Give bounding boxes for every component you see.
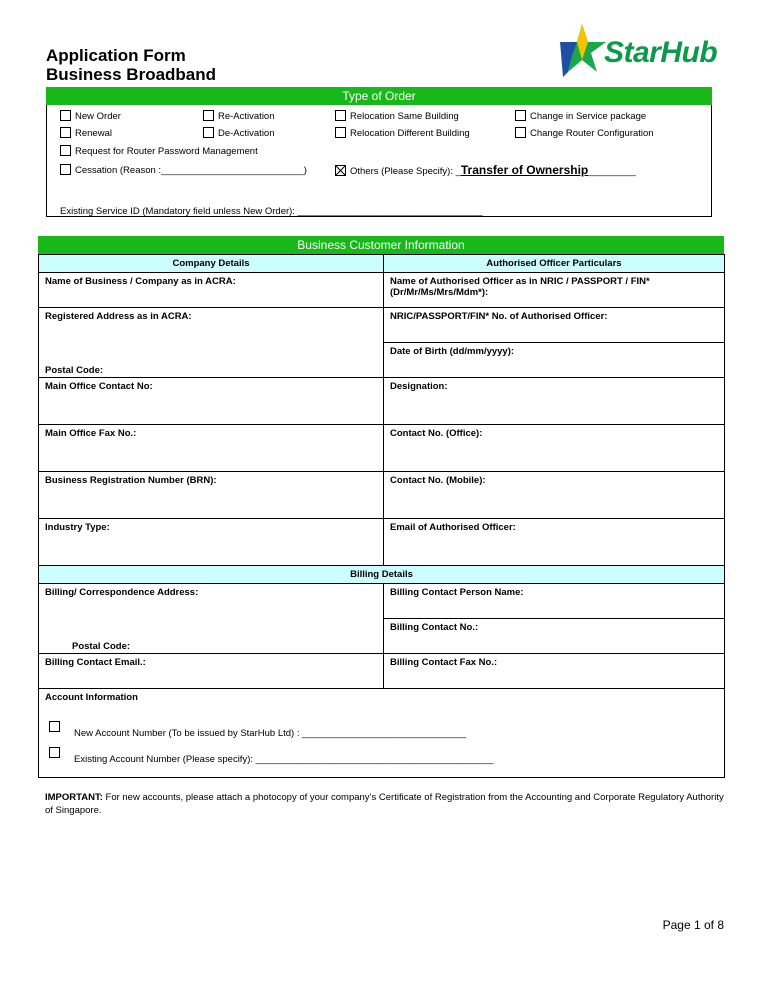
star-icon xyxy=(560,22,610,82)
checkbox[interactable] xyxy=(60,164,71,175)
checkbox[interactable] xyxy=(335,110,346,121)
checkbox[interactable] xyxy=(49,747,60,758)
checkbox[interactable] xyxy=(49,721,60,732)
postal-code-label: Postal Code: xyxy=(45,365,104,376)
opt-router-password[interactable]: Request for Router Password Management xyxy=(60,145,258,158)
account-information-section xyxy=(39,689,725,778)
logo-text: StarHub xyxy=(604,36,718,69)
nric-field[interactable]: NRIC/PASSPORT/FIN* No. of Authorised Officer: xyxy=(384,308,725,343)
billing-contact-person-field[interactable]: Billing Contact Person Name: xyxy=(384,584,725,619)
opt-change-router[interactable]: Change Router Configuration xyxy=(515,127,654,140)
company-details-header: Company Details xyxy=(39,255,384,273)
opt-others[interactable]: Others (Please Specify): _Transfer of Ownership_________ xyxy=(335,164,636,178)
business-info-table xyxy=(38,254,725,778)
type-of-order-heading: Type of Order xyxy=(46,87,712,105)
contact-mobile-field[interactable]: Contact No. (Mobile): xyxy=(384,472,725,519)
billing-postal-code-label: Postal Code: xyxy=(72,641,131,652)
opt-relocation-different[interactable]: Relocation Different Building xyxy=(335,127,470,140)
billing-email-field[interactable]: Billing Contact Email.: xyxy=(39,654,384,689)
opt-cessation[interactable]: Cessation (Reason :___________________________) xyxy=(60,164,307,177)
opt-change-service[interactable]: Change in Service package xyxy=(515,110,646,123)
name-of-business-field[interactable]: Name of Business / Company as in ACRA: xyxy=(39,273,384,308)
opt-re-activation[interactable]: Re-Activation xyxy=(203,110,275,123)
designation-field[interactable]: Designation: xyxy=(384,378,725,425)
billing-contact-no-field[interactable]: Billing Contact No.: xyxy=(384,619,725,654)
checkbox[interactable] xyxy=(515,127,526,138)
opt-existing-account[interactable]: Existing Account Number (Please specify): _____________________________________________ xyxy=(49,747,493,766)
brn-field[interactable]: Business Registration Number (BRN): xyxy=(39,472,384,519)
page-title xyxy=(46,46,216,84)
checkbox[interactable] xyxy=(60,110,71,121)
checkbox[interactable] xyxy=(515,110,526,121)
opt-relocation-same[interactable]: Relocation Same Building xyxy=(335,110,459,123)
main-office-contact-field[interactable]: Main Office Contact No: xyxy=(39,378,384,425)
contact-office-field[interactable]: Contact No. (Office): xyxy=(384,425,725,472)
email-officer-field[interactable]: Email of Authorised Officer: xyxy=(384,519,725,566)
important-note xyxy=(45,791,725,817)
officer-particulars-header: Authorised Officer Particulars xyxy=(384,255,725,273)
title-line-1: Application Form xyxy=(46,46,186,65)
checkbox[interactable] xyxy=(203,127,214,138)
existing-service-id[interactable]: Existing Service ID (Mandatory field unless New Order): ___________________________________ xyxy=(60,206,483,217)
checkbox[interactable] xyxy=(60,145,71,156)
industry-type-field[interactable]: Industry Type: xyxy=(39,519,384,566)
checkbox[interactable] xyxy=(335,127,346,138)
billing-fax-field[interactable]: Billing Contact Fax No.: xyxy=(384,654,725,689)
important-label: IMPORTANT: xyxy=(45,792,103,803)
opt-new-order[interactable]: New Order xyxy=(60,110,121,123)
account-info-heading: Account Information xyxy=(45,692,138,703)
dob-field[interactable]: Date of Birth (dd/mm/yyyy): xyxy=(384,343,725,378)
name-of-officer-field[interactable]: Name of Authorised Officer as in NRIC / PASSPORT / FIN* (Dr/Mr/Ms/Mrs/Mdm*): xyxy=(384,273,725,308)
opt-de-activation[interactable]: De-Activation xyxy=(203,127,275,140)
billing-address-field[interactable]: Billing/ Correspondence Address: Postal Code: xyxy=(39,584,384,654)
billing-details-header: Billing Details xyxy=(39,566,725,584)
others-value[interactable]: Transfer of Ownership xyxy=(460,163,589,177)
title-line-2: Business Broadband xyxy=(46,65,217,84)
cross-mark-icon xyxy=(335,165,346,176)
important-text: For new accounts, please attach a photocopy of your company’s Certificate of Registration from the Accounting and Corporate Regulatory Authority of Singapore. xyxy=(45,792,724,816)
opt-renewal[interactable]: Renewal xyxy=(60,127,112,140)
checkbox-checked[interactable] xyxy=(335,165,346,176)
main-office-fax-field[interactable]: Main Office Fax No.: xyxy=(39,425,384,472)
page-number: Page 1 of 8 xyxy=(662,918,724,932)
checkbox[interactable] xyxy=(203,110,214,121)
registered-address-field[interactable]: Registered Address as in ACRA: Postal Code: xyxy=(39,308,384,378)
opt-new-account[interactable]: New Account Number (To be issued by StarHub Ltd) : _______________________________ xyxy=(49,721,466,740)
starhub-logo xyxy=(560,22,730,82)
checkbox[interactable] xyxy=(60,127,71,138)
business-info-heading: Business Customer Information xyxy=(38,236,724,254)
